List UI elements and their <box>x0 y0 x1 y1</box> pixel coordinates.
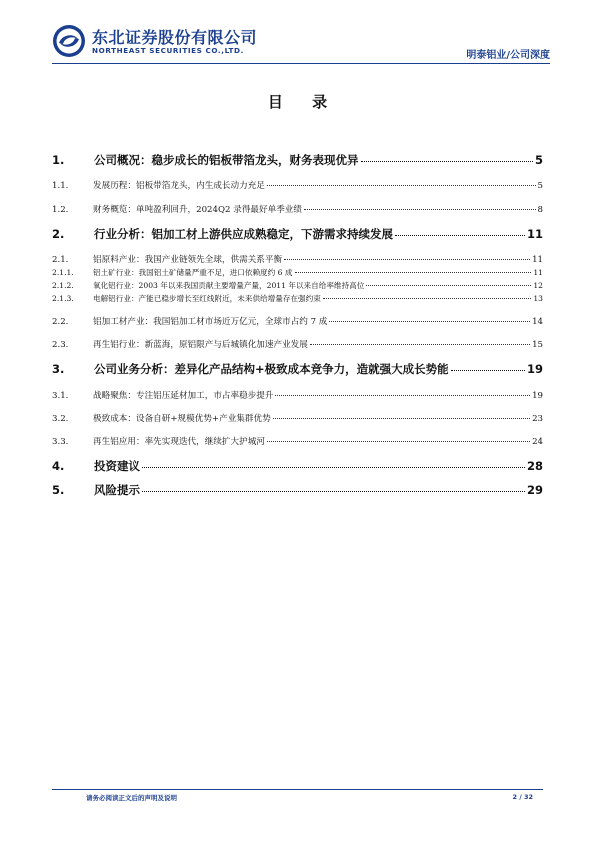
toc-entry-number: 3.3. <box>52 437 69 447</box>
report-type-label: 明泰铝业/公司深度 <box>466 50 550 61</box>
toc-entry-page: 8 <box>537 205 543 215</box>
toc-entry-title: 极致成本：设备自研+规模优势+产业集群优势 <box>93 414 271 424</box>
toc-entry-title: 财务概览：单吨盈利回升，2024Q2 录得最好单季业绩 <box>93 205 302 215</box>
toc-entry[interactable] <box>52 389 543 401</box>
toc-entry-number: 2.2. <box>52 317 69 327</box>
toc-entry-number: 3.1. <box>52 391 69 401</box>
toc-entry-number: 2.1. <box>52 255 69 265</box>
toc-leader-dots <box>142 491 525 492</box>
toc-leader-dots <box>273 418 530 419</box>
toc-entry[interactable] <box>52 315 543 327</box>
toc-entry-title: 再生铝行业：新蓝海，原铝限产与后城镇化加速产业发展 <box>93 340 308 350</box>
toc-entry-number: 2.1.2. <box>52 281 74 290</box>
toc-entry-number: 3.2. <box>52 414 69 424</box>
toc-entry-page: 28 <box>526 459 543 473</box>
toc-leader-dots <box>267 441 530 442</box>
toc-entry-page: 24 <box>532 437 543 447</box>
toc-leader-dots <box>304 209 536 210</box>
toc-leader-dots <box>295 272 532 273</box>
toc-entry-page: 13 <box>533 294 543 303</box>
toc-entry-page: 23 <box>532 414 543 424</box>
toc-leader-dots <box>284 259 530 260</box>
toc-entry[interactable] <box>52 482 543 498</box>
toc-entry[interactable] <box>52 280 543 291</box>
footer-disclaimer: 请务必阅读正文后的声明及说明 <box>86 794 177 802</box>
toc-entry-page: 14 <box>532 317 543 327</box>
toc-leader-dots <box>451 370 525 371</box>
toc-entry[interactable] <box>52 338 543 350</box>
toc-entry[interactable] <box>52 293 543 304</box>
toc-entry[interactable] <box>52 435 543 447</box>
toc-leader-dots <box>275 395 530 396</box>
toc-entry[interactable] <box>52 226 543 242</box>
toc-entry-page: 11 <box>526 227 543 241</box>
toc-entry-title: 电解铝行业：产能已稳步增长至红线附近，未来供给增量存在强约束 <box>93 294 321 303</box>
toc-entry[interactable] <box>52 458 543 474</box>
toc-entry-page: 5 <box>534 153 543 167</box>
toc-entry-title: 投资建议 <box>94 459 140 473</box>
toc-entry-number: 4. <box>52 459 65 473</box>
toc-entry[interactable] <box>52 152 543 168</box>
page-number: 2 / 32 <box>512 793 533 801</box>
footer-divider <box>52 789 543 790</box>
toc-entry-number: 1. <box>52 153 65 167</box>
toc-entry-page: 11 <box>533 268 543 277</box>
toc-entry-page: 15 <box>532 340 543 350</box>
toc-entry[interactable] <box>52 203 543 215</box>
toc-entry-page: 12 <box>533 281 543 290</box>
toc-leader-dots <box>142 467 525 468</box>
toc-entry-title: 铝原料产业：我国产业链领先全球，供需关系平衡 <box>93 255 283 265</box>
toc-title: 目 录 <box>267 93 340 111</box>
toc-entry-title: 公司概况：稳步成长的铝板带箔龙头，财务表现优异 <box>94 153 359 167</box>
header-divider <box>52 63 550 64</box>
toc-entry-page: 5 <box>537 181 543 191</box>
northeast-securities-logo-icon <box>52 24 86 58</box>
toc-entry-page: 29 <box>526 483 543 497</box>
toc-leader-dots <box>361 161 533 162</box>
toc-entry-number: 2. <box>52 227 65 241</box>
toc-leader-dots <box>329 321 530 322</box>
toc-entry-page: 19 <box>526 362 543 376</box>
toc-entry-number: 2.1.3. <box>52 294 74 303</box>
toc-entry[interactable] <box>52 253 543 265</box>
toc-entry-title: 风险提示 <box>94 483 140 497</box>
toc-entry-title: 氧化铝行业：2003 年以来我国贡献主要增量产量，2011 年以来自给率维持高位 <box>93 281 365 290</box>
toc-leader-dots <box>323 298 532 299</box>
company-name-cn: 东北证券股份有限公司 <box>92 28 258 47</box>
toc-entry-number: 2.3. <box>52 340 69 350</box>
toc-entry-number: 1.1. <box>52 181 69 191</box>
toc-entry-number: 5. <box>52 483 65 497</box>
toc-entry[interactable] <box>52 179 543 191</box>
toc-entry-number: 2.1.1. <box>52 268 74 277</box>
company-name-en: NORTHEAST SECURITIES CO.,LTD. <box>92 46 244 55</box>
page-header <box>52 24 550 62</box>
toc-entry[interactable] <box>52 361 543 377</box>
toc-entry[interactable] <box>52 412 543 424</box>
toc-leader-dots <box>310 344 530 345</box>
toc-entry-number: 3. <box>52 362 65 376</box>
toc-entry-title: 行业分析：铝加工材上游供应成熟稳定，下游需求持续发展 <box>94 227 393 241</box>
toc-entry-title: 发展历程：铝板带箔龙头，内生成长动力充足 <box>93 181 265 191</box>
toc-entry-page: 19 <box>532 391 543 401</box>
toc-entry[interactable] <box>52 267 543 278</box>
toc-entry-title: 铝加工材产业：我国铝加工材市场近万亿元，全球市占约 7 成 <box>93 317 328 327</box>
toc-entry-page: 11 <box>532 255 543 265</box>
toc-leader-dots <box>366 285 531 286</box>
toc-entry-title: 战略聚焦：专注铝压延材加工，市占率稳步提升 <box>93 391 274 401</box>
toc-entry-title: 公司业务分析：差异化产品结构+极致成本竞争力，造就强大成长势能 <box>94 362 449 376</box>
toc-entry-title: 再生铝应用：率先实现迭代，继续扩大护城河 <box>93 437 265 447</box>
toc-entry-title: 铝土矿行业：我国铝土矿储量严重不足，进口依赖度约 6 成 <box>93 268 293 277</box>
toc-leader-dots <box>395 235 525 236</box>
toc-entry-number: 1.2. <box>52 205 69 215</box>
toc-leader-dots <box>267 185 536 186</box>
